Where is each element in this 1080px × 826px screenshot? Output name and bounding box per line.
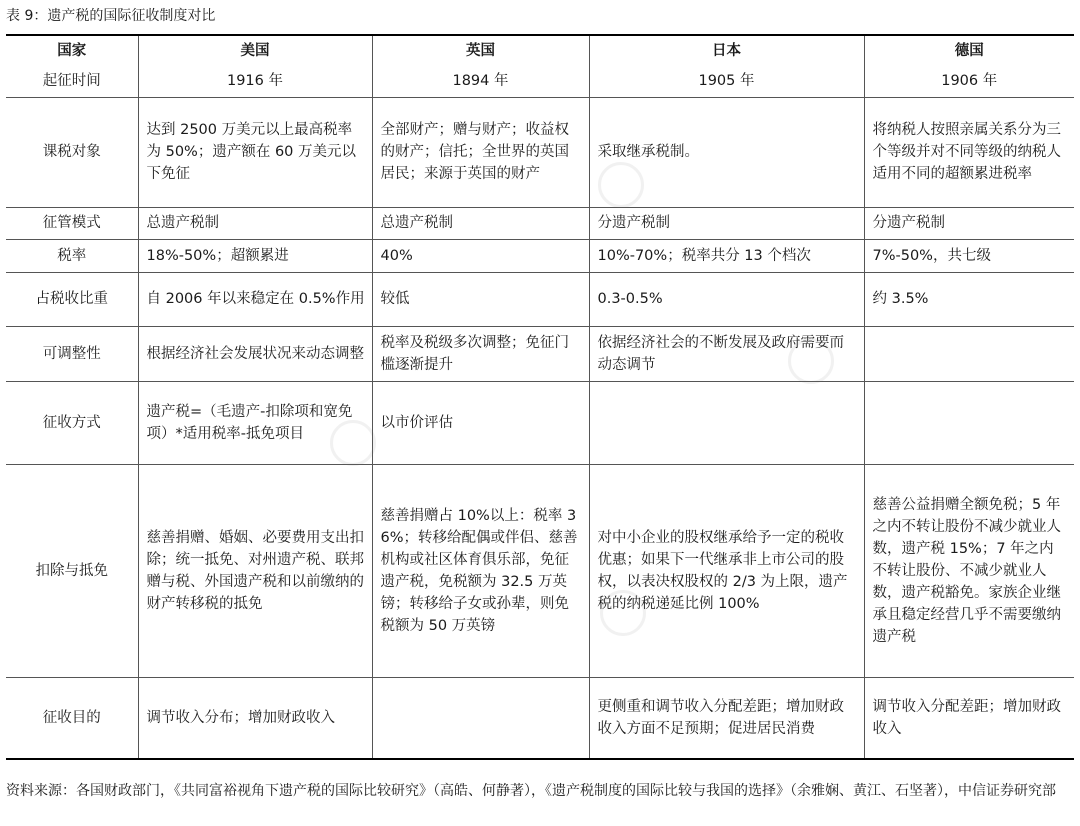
table-cell: 慈善捐赠占 10%以上：税率 36%；转移给配偶或伴侣、慈善机构或社区体育俱乐部，免征遗产税，免税额为 32.5 万英镑；转移给子女或孙辈，则免税额为 50 万英镑	[372, 464, 589, 677]
table-row	[6, 464, 1074, 677]
table-cell: 18%-50%；超额累进	[138, 239, 372, 272]
table-cell: 调节收入分布；增加财政收入	[138, 677, 372, 759]
source-note: 资料来源：各国财政部门，《共同富裕视角下遗产税的国际比较研究》（高皓、何静著），《遗产税制度的国际比较与我国的选择》（余雅娴、黄江、石坚著），中信证券研究部	[6, 783, 1056, 799]
table-cell: 遗产税=（毛遗产-扣除项和宽免项）*适用税率-抵免项目	[138, 381, 372, 464]
table-caption: 表 9：遗产税的国际征收制度对比	[6, 8, 216, 24]
table-cell: 0.3-0.5%	[589, 272, 864, 326]
row-label: 课税对象	[6, 97, 138, 207]
table-row	[6, 381, 1074, 464]
table-cell: 总遗产税制	[138, 207, 372, 239]
table-cell: 采取继承税制。	[589, 97, 864, 207]
row-label: 征收目的	[6, 677, 138, 759]
header-usa: 美国	[138, 35, 372, 65]
header-germany: 德国	[954, 42, 984, 59]
table-cell: 10%-70%；税率共分 13 个档次	[589, 239, 864, 272]
table-cell: 调节收入分配差距；增加财政收入	[872, 698, 1061, 737]
row-label: 征管模式	[6, 207, 138, 239]
table-cell: 约 3.5%	[864, 272, 1074, 326]
table-cell: 较低	[372, 272, 589, 326]
table-cell	[372, 677, 589, 759]
table-row	[6, 677, 1074, 759]
table-cell: 慈善公益捐赠全额免税；5 年之内不转让股份不减少就业人数，遗产税 15%；7 年之内不转让股份、不减少就业人数，遗产税豁免。家族企业继承且稳定经营几乎不需要缴纳遗产税	[864, 464, 1074, 677]
row-label: 占税收比重	[6, 272, 138, 326]
row-label: 扣除与抵免	[6, 464, 138, 677]
table-cell: 达到 2500 万美元以上最高税率为 50%；遗产额在 60 万美元以下免征	[138, 97, 372, 207]
header-country: 国家	[6, 35, 138, 65]
table-row	[6, 272, 1074, 326]
table-cell: 根据经济社会发展状况来动态调整	[138, 326, 372, 381]
comparison-table	[6, 34, 1074, 760]
table-cell: 对中小企业的股权继承给予一定的税收优惠；如果下一代继承非上市公司的股权，以表决权股权的 2/3 为上限，遗产税的纳税递延比例 100%	[589, 464, 864, 677]
table-cell: 依据经济社会的不断发展及政府需要而动态调节	[589, 326, 864, 381]
table-cell	[589, 381, 864, 464]
table-cell: 7%-50%，共七级	[864, 239, 1074, 272]
table-cell: 更侧重和调节收入分配差距；增加财政收入方面不足预期；促进居民消费	[589, 677, 864, 759]
row-label: 可调整性	[6, 326, 138, 381]
table-cell: 分遗产税制	[589, 207, 864, 239]
table-cell: 1894 年	[372, 65, 589, 97]
table-row	[6, 326, 1074, 381]
row-label: 起征时间	[6, 65, 138, 97]
row-label: 税率	[6, 239, 138, 272]
table-cell: 全部财产；赠与财产；收益权的财产；信托；全世界的英国居民；来源于英国的财产	[372, 97, 589, 207]
table-cell: 税率及税级多次调整；免征门槛逐渐提升	[372, 326, 589, 381]
table-cell: 40%	[372, 239, 589, 272]
table-cell: 以市价评估	[372, 381, 589, 464]
table-cell: 慈善捐赠、婚姻、必要费用支出扣除；统一抵免、对州遗产税、联邦赠与税、外国遗产税和以前缴纳的财产转移税的抵免	[138, 464, 372, 677]
table-cell: 分遗产税制	[864, 207, 1074, 239]
table-cell	[864, 381, 1074, 464]
row-label: 征收方式	[6, 381, 138, 464]
table-cell: 自 2006 年以来稳定在 0.5%作用	[138, 272, 372, 326]
table-cell: 1906 年	[864, 65, 1074, 97]
table-row	[6, 65, 1074, 97]
header-row	[6, 35, 1074, 65]
table-row	[6, 97, 1074, 207]
table-cell	[864, 326, 1074, 381]
header-japan: 日本	[589, 35, 864, 65]
table-row	[6, 239, 1074, 272]
table-cell: 1905 年	[589, 65, 864, 97]
header-uk: 英国	[372, 35, 589, 65]
table-cell: 1916 年	[138, 65, 372, 97]
table-row	[6, 207, 1074, 239]
table-cell: 总遗产税制	[372, 207, 589, 239]
table-cell: 将纳税人按照亲属关系分为三个等级并对不同等级的纳税人适用不同的超额累进税率	[864, 97, 1074, 207]
